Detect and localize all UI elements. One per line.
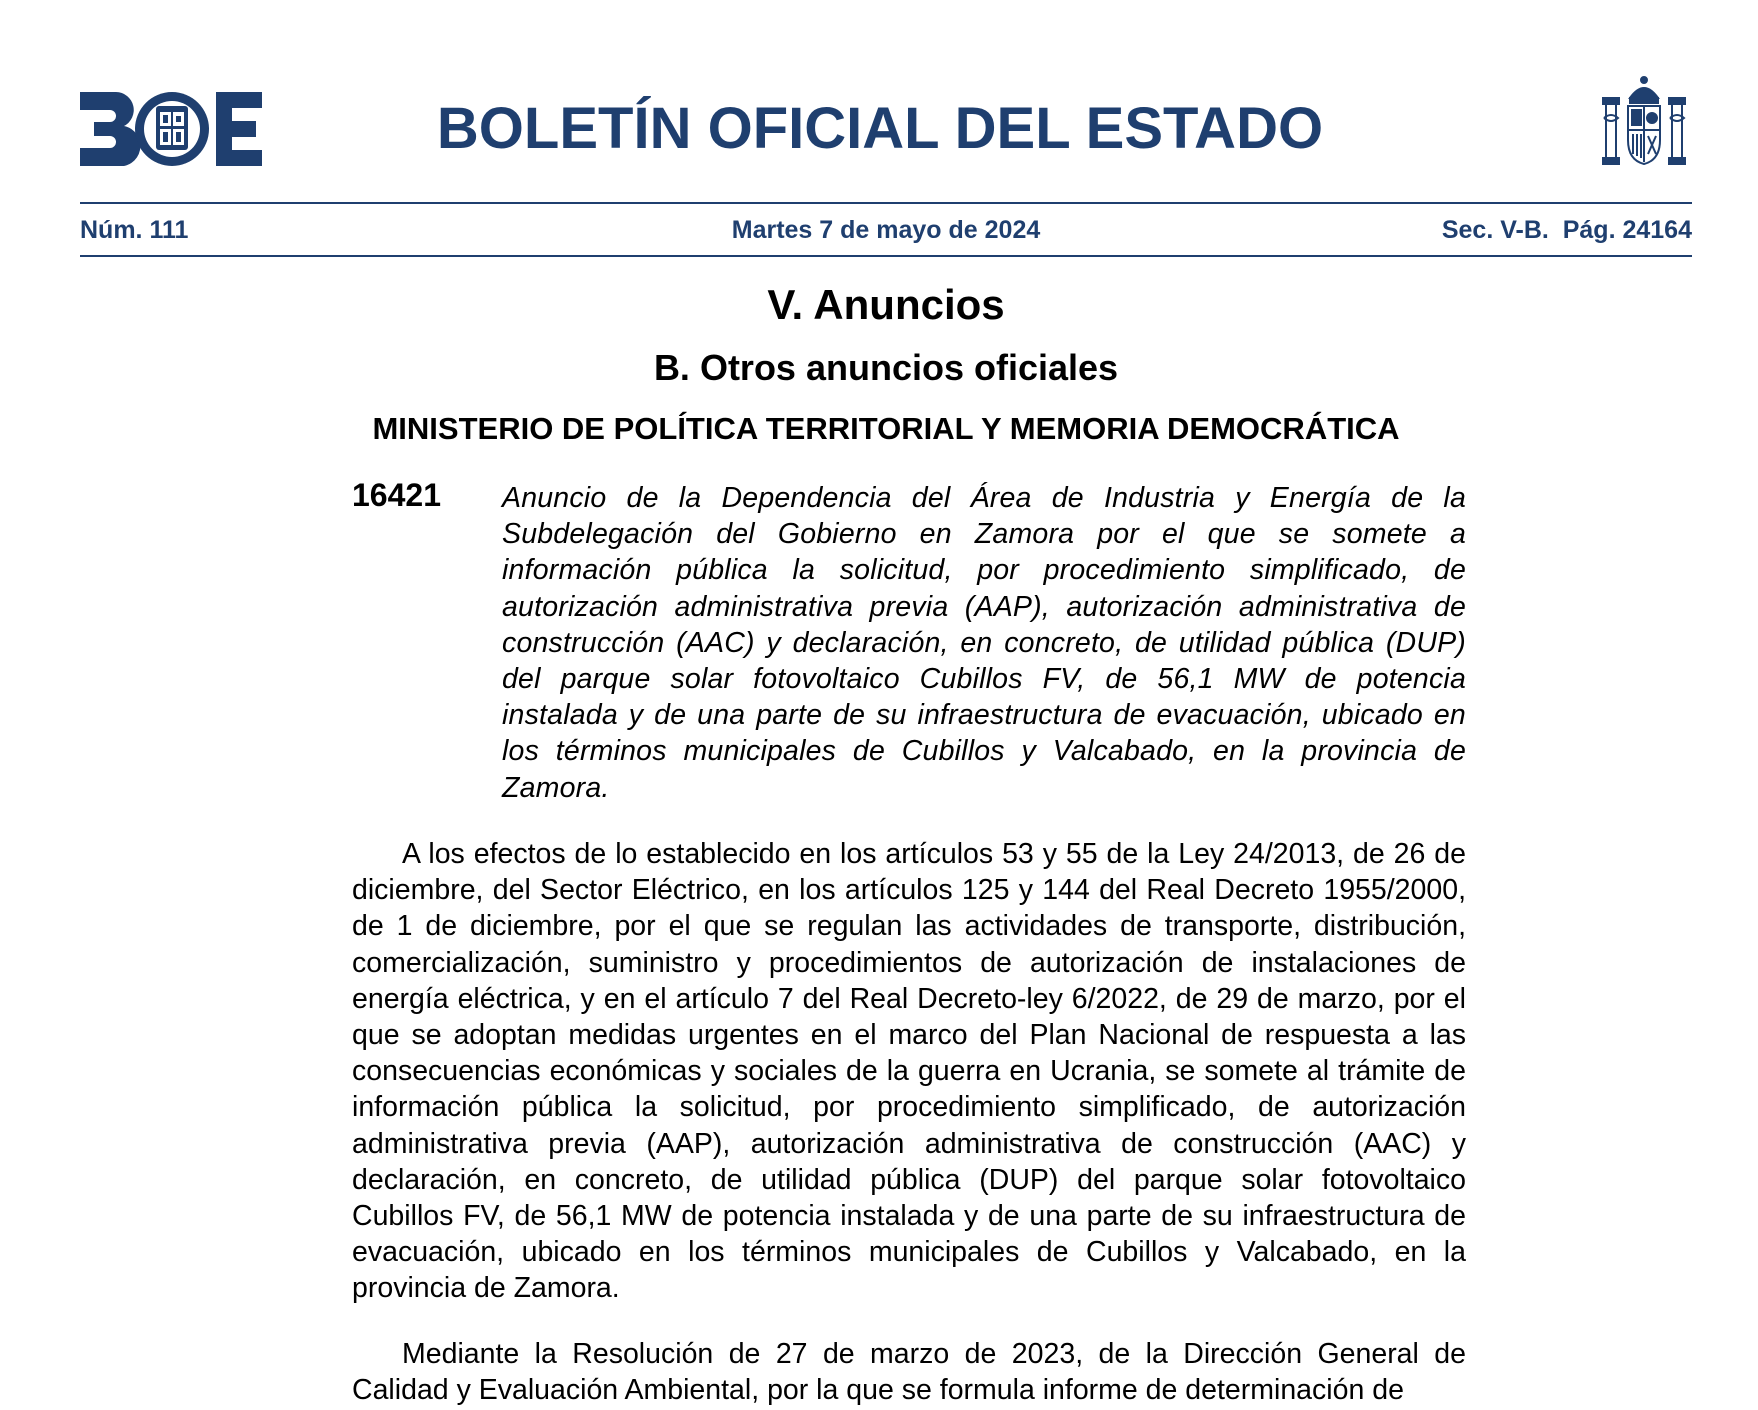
- header-info-row: [80, 215, 1692, 245]
- section-title: V. Anuncios: [767, 281, 1005, 328]
- page-title: BOLETÍN OFICIAL DEL ESTADO: [436, 96, 1324, 161]
- boe-logo-icon: [80, 92, 262, 166]
- issue-number: Núm. 111: [80, 216, 189, 244]
- spanish-coat-of-arms-icon: [1600, 74, 1688, 168]
- body-paragraph: A los efectos de lo establecido en los artículos 53 y 55 de la Ley 24/2013, de 26 de diciembre, del Sector Eléctrico, en los artículos 125 y 144 del Real Decreto 1955/2000, de 1 de diciembre, por el que se regulan las actividades de transporte, distribución, comercialización, suministro y procedimientos de autorización de instalaciones de energía eléctrica, y en el artículo 7 del Real Decreto-ley 6/2022, de 29 de marzo, por el que se adoptan medidas urgentes en el marco del Plan Nacional de respuesta a las consecuencias económicas y sociales de la guerra en Ucrania, se somete al trámite de información pública la solicitud, por procedimiento simplificado, de autorización administrativa previa (AAP), autorización administrativa de construcción (AAC) y declaración, en concreto, de utilidad pública (DUP) del parque solar fotovoltaico Cubillos FV, de 56,1 MW de potencia instalada y de una parte de su infraestructura de evacuación, ubicado en los términos municipales de Cubillos y Valcabado, en la provincia de Zamora.: [352, 838, 1466, 1305]
- issue-date: Martes 7 de mayo de 2024: [731, 216, 1041, 244]
- header-top-rule: [80, 202, 1692, 204]
- section-page: Sec. V-B. Pág. 24164: [1441, 216, 1692, 244]
- subsection-title: B. Otros anuncios oficiales: [653, 347, 1119, 388]
- announcement-number: 16421: [352, 477, 441, 513]
- announcement-title: Anuncio de la Dependencia del Área de Industria y Energía de la Subdelegación del Gobierno en Zamora por el que se somete a información pública la solicitud, por procedimiento simplificado, de autorización administrativa previa (AAP), autorización administrativa de construcción (AAC) y declaración, en concreto, de utilidad pública (DUP) del parque solar fotovoltaico Cubillos FV, de 56,1 MW de potencia instalada y de una parte de su infraestructura de evacuación, ubicado en los términos municipales de Cubillos y Valcabado, en la provincia de Zamora.: [502, 482, 1466, 804]
- body-paragraph: Mediante la Resolución de 27 de marzo de 2023, de la Dirección General de Calidad y Evaluación Ambiental, por la que se formula informe de determinación de: [352, 1338, 1466, 1407]
- header-bottom-rule: [80, 255, 1692, 257]
- ministry-heading: MINISTERIO DE POLÍTICA TERRITORIAL Y MEMORIA DEMOCRÁTICA: [372, 411, 1400, 446]
